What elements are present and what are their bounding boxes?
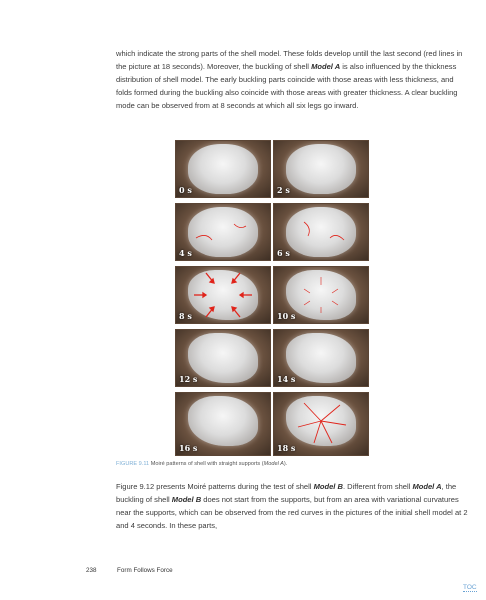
moire-photo xyxy=(273,329,369,387)
paragraph-text: does not start from the supports, but from an area with variational curvatures near the supports, which can be observed from the red curves in the pictures of the initial shell model at 2 and 4 seconds. In these parts, xyxy=(116,494,468,530)
paragraph-text: Figure 9.12 presents Moiré patterns during the test of shell xyxy=(116,482,314,491)
caption-text: ). xyxy=(283,461,288,467)
body-paragraph-1 xyxy=(116,48,468,113)
time-label: 4 s xyxy=(179,248,192,258)
shell-model-image xyxy=(286,144,356,194)
moire-photo xyxy=(273,203,369,261)
model-name: Model B xyxy=(313,482,343,491)
caption-model-name: Model A xyxy=(263,461,284,467)
time-label: 2 s xyxy=(277,185,290,195)
time-label: 10 s xyxy=(277,311,296,321)
time-label: 18 s xyxy=(277,443,296,453)
model-name: Model A xyxy=(412,482,442,491)
time-label: 6 s xyxy=(277,248,290,258)
page-number: 238 xyxy=(86,567,97,574)
figure-number: FIGURE 9.11 xyxy=(116,461,150,467)
red-fold-lines-overlay xyxy=(274,393,368,449)
shell-model-image xyxy=(188,333,258,383)
book-title: Form Follows Force xyxy=(117,567,173,574)
time-label: 0 s xyxy=(179,185,192,195)
shell-model-image xyxy=(188,396,258,446)
moire-photo xyxy=(175,203,271,261)
figure-photo-grid xyxy=(175,140,369,458)
time-label: 8 s xyxy=(179,311,192,321)
figure-caption xyxy=(116,461,468,467)
moire-photo xyxy=(273,266,369,324)
body-paragraph-2 xyxy=(116,481,468,533)
shell-model-image xyxy=(286,333,356,383)
moire-photo xyxy=(175,266,271,324)
time-label: 16 s xyxy=(179,443,198,453)
moire-photo xyxy=(273,140,369,198)
moire-photo xyxy=(175,140,271,198)
shell-model-image xyxy=(188,144,258,194)
model-name: Model A xyxy=(311,61,341,71)
paragraph-text: , the buckling of shell xyxy=(116,482,457,504)
time-label: 14 s xyxy=(277,374,296,384)
toc-link[interactable]: TOC xyxy=(463,584,477,591)
paragraph-text: . Different from shell xyxy=(342,482,413,491)
time-label: 12 s xyxy=(179,374,198,384)
moire-photo xyxy=(273,392,369,456)
paragraph-text: which indicate the strong parts of the shell model. These folds develop untill the last second (red lines in the picture at 18 seconds). Moreover, the buckling of shell xyxy=(116,49,463,71)
model-name: Model B xyxy=(171,494,202,504)
paragraph-text: is also influenced by the thickness distribution of shell model. The early buckling parts coincide with those areas with less thickness, and folds formed during the buckling also coincide with those areas with greater thickness. A clear buckling mode can be observed from at 8 seconds at which all six legs go inward. xyxy=(116,61,458,110)
moire-photo xyxy=(175,392,271,456)
moire-photo xyxy=(175,329,271,387)
caption-text: Moiré patterns of shell with straight supports ( xyxy=(149,461,264,467)
